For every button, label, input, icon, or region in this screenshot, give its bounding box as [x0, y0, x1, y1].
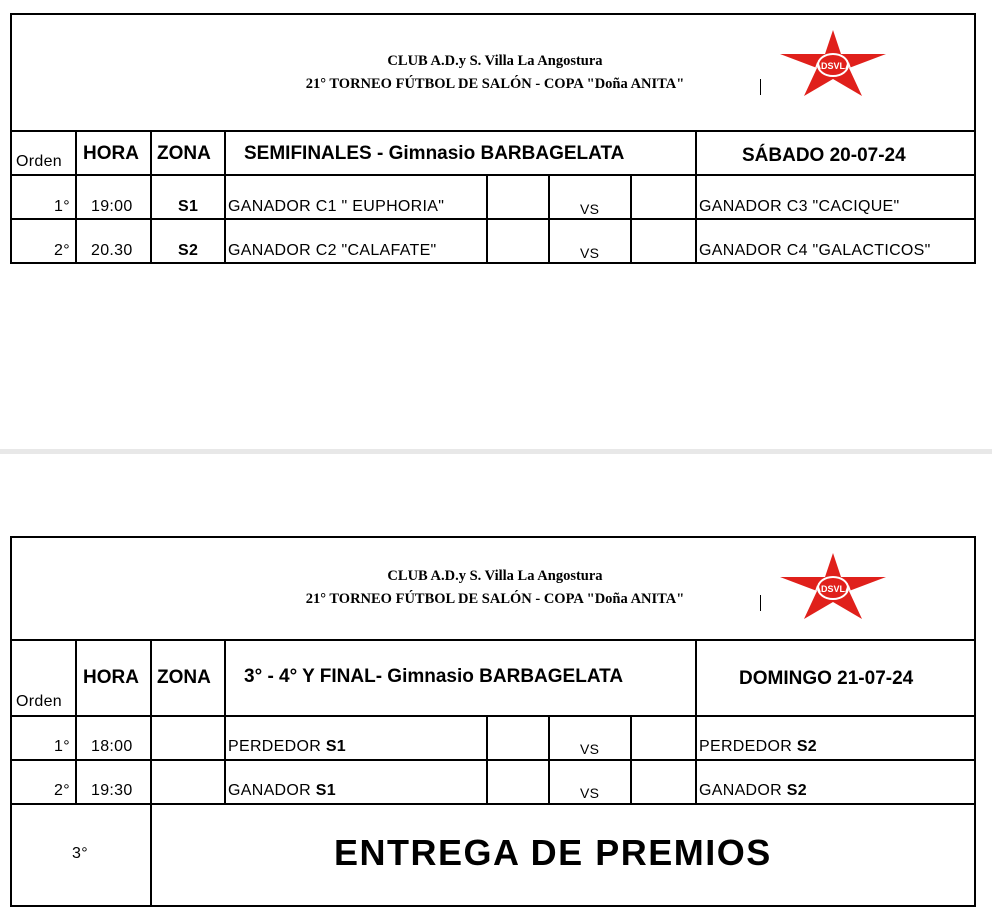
club-name: CLUB A.D.y S. Villa La Angostura: [387, 53, 603, 69]
match-zona: S2: [178, 242, 199, 259]
match-local: PERDEDOR S1: [228, 738, 346, 755]
match-vs: VS: [580, 201, 600, 217]
tournament-name: 21° TORNEO FÚTBOL DE SALÓN - COPA "Doña ANITA": [305, 591, 685, 607]
round-date: SÁBADO 20-07-24: [742, 145, 906, 166]
club-name: CLUB A.D.y S. Villa La Angostura: [387, 568, 603, 584]
match-orden: 1°: [54, 738, 70, 755]
match-visitante: GANADOR C3 "CACIQUE": [699, 198, 900, 215]
sheet-header: [12, 538, 974, 641]
match-vs: VS: [580, 741, 600, 757]
match-orden: 2°: [54, 782, 70, 799]
tournament-name: 21° TORNEO FÚTBOL DE SALÓN - COPA "Doña ANITA": [305, 76, 685, 92]
match-hora: 20.30: [91, 242, 133, 259]
match-orden: 1°: [54, 198, 70, 215]
match-visitante: PERDEDOR S2: [699, 738, 817, 755]
hora-header: HORA: [83, 143, 139, 164]
club-star-logo: [778, 28, 888, 98]
match-local: GANADOR S1: [228, 782, 336, 799]
awards-label: ENTREGA DE PREMIOS: [334, 832, 772, 873]
match-vs: VS: [580, 245, 600, 261]
logo-text: ADSVLA: [814, 61, 852, 71]
match-zona: S1: [178, 198, 199, 215]
match-local: GANADOR C2 "CALAFATE": [228, 242, 437, 259]
logo-text: ADSVLA: [814, 584, 852, 594]
awards-orden: 3°: [72, 845, 88, 862]
match-visitante: GANADOR S2: [699, 782, 807, 799]
match-orden: 2°: [54, 242, 70, 259]
round-title: SEMIFINALES - Gimnasio BARBAGELATA: [244, 143, 625, 164]
round-title: 3° - 4° Y FINAL- Gimnasio BARBAGELATA: [244, 666, 624, 687]
orden-header: Orden: [16, 693, 62, 710]
text-cursor: [760, 595, 761, 611]
sheet-header: [12, 15, 974, 132]
semifinal-sheet: [10, 13, 976, 264]
final-sheet: [10, 536, 976, 907]
match-vs: VS: [580, 785, 600, 801]
round-date: DOMINGO 21-07-24: [739, 668, 914, 689]
match-hora: 19:30: [91, 782, 133, 799]
match-visitante: GANADOR C4 "GALACTICOS": [699, 242, 931, 259]
text-cursor: [760, 79, 761, 95]
hora-header: HORA: [83, 667, 139, 688]
club-star-logo: [778, 551, 888, 621]
match-local: GANADOR C1 " EUPHORIA": [228, 198, 445, 215]
zona-header: ZONA: [157, 667, 211, 688]
page-divider: [0, 449, 992, 454]
match-hora: 19:00: [91, 198, 133, 215]
zona-header: ZONA: [157, 143, 211, 164]
match-hora: 18:00: [91, 738, 133, 755]
orden-header: Orden: [16, 153, 62, 170]
